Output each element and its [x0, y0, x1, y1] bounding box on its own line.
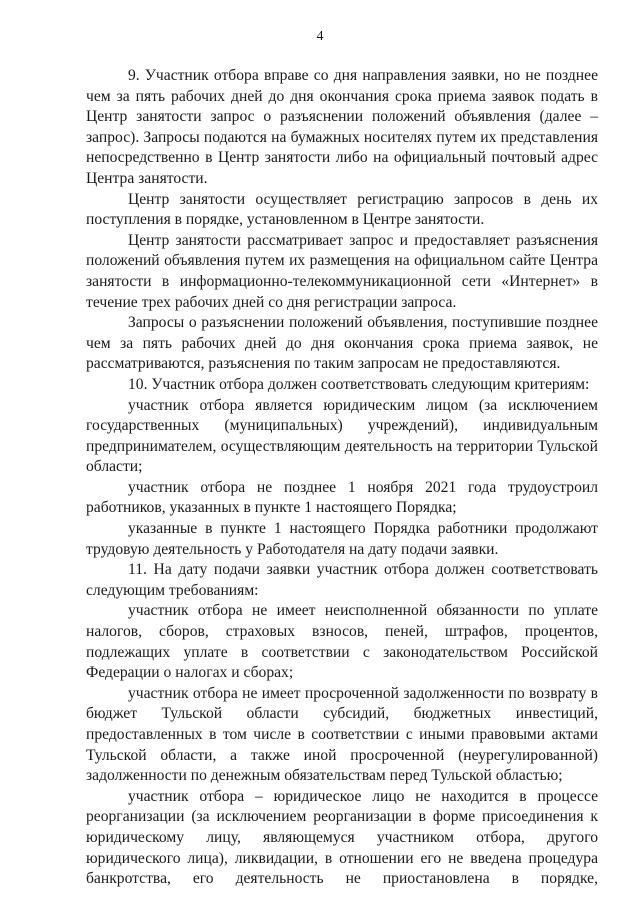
paragraph-line: предоставленных в том числе в соответствии с иными правовыми актами: [86, 726, 598, 743]
paragraph: [86, 684, 598, 787]
paragraph: [86, 66, 598, 190]
paragraph-line: юридическому лицу, являющемуся участником отбора, другого: [86, 828, 598, 846]
paragraph: [86, 375, 598, 396]
paragraph-line: чем за пять рабочих дней до дня окончания срока приема заявок подать в: [86, 87, 598, 105]
paragraph-line: Центра занятости.: [86, 169, 208, 187]
document-body: [86, 66, 598, 890]
paragraph-line: бюджет Тульской области субсидий, бюджетных инвестиций,: [86, 705, 598, 723]
paragraph-line: положений объявления путем их размещения на официальном сайте Центра: [86, 252, 598, 270]
paragraph-line: непосредственно в Центр занятости либо на официальный почтовый адрес: [86, 149, 598, 167]
paragraph-line: участник отбора не имеет просроченной задолженности по возврату в: [128, 684, 598, 702]
paragraph-line: реорганизации (за исключением реорганизации в форме присоединения к: [86, 808, 598, 826]
paragraph-line: занятости в информационно-телекоммуникационной сети «Интернет» в: [86, 272, 598, 290]
paragraph-line: участник отбора не позднее 1 ноября 2021 года трудоустроил: [128, 478, 598, 496]
paragraph: [86, 787, 598, 890]
paragraph-line: 9. Участник отбора вправе со дня направления заявки, но не позднее: [128, 67, 598, 84]
paragraph-line: государственных (муниципальных) учреждений), индивидуальным: [86, 417, 598, 435]
paragraph-line: Тульской области, а также иной просроченной (неурегулированной): [86, 746, 598, 764]
paragraph-line: Центр занятости рассматривает запрос и предоставляет разъяснения: [128, 231, 598, 249]
paragraph-line: участник отбора – юридическое лицо не находится в процессе: [128, 787, 598, 805]
paragraph: [86, 231, 598, 313]
paragraph-line: Центр занятости осуществляет регистрацию запросов в день их: [128, 190, 598, 208]
paragraph-line: предпринимателем, осуществляющим деятельность на территории Тульской: [86, 437, 598, 455]
paragraph-line: запрос). Запросы подаются на бумажных носителях путем их представления: [86, 128, 598, 146]
paragraph-line: 11. На дату подачи заявки участник отбора должен соответствовать: [128, 561, 598, 579]
paragraph: [86, 313, 598, 375]
paragraph-line: участник отбора не имеет неисполненной обязанности по уплате: [128, 602, 598, 620]
paragraph-line: указанные в пункте 1 настоящего Порядка работники продолжают: [128, 520, 598, 538]
paragraph: [86, 560, 598, 601]
paragraph-line: области;: [86, 458, 143, 476]
paragraph-line: трудовую деятельность у Работодателя на дату подачи заявки.: [86, 540, 499, 558]
paragraph-line: 10. Участник отбора должен соответствовать следующим критериям:: [128, 375, 590, 393]
paragraph-line: поступления в порядке, установленном в Центре занятости.: [86, 211, 485, 229]
paragraph-line: течение трех рабочих дней со дня регистрации запроса.: [86, 293, 457, 311]
paragraph: [86, 519, 598, 560]
paragraph-line: задолженности по денежным обязательствам перед Тульской областью;: [86, 767, 563, 785]
paragraph-line: банкротства, его деятельность не приостановлена в порядке,: [86, 870, 598, 888]
paragraph-line: Федерации о налогах и сборах;: [86, 664, 294, 682]
paragraph-line: чем за пять рабочих дней до дня окончания срока приема заявок, не: [86, 334, 598, 352]
paragraph-line: юридического лица), ликвидации, в отношении его не введена процедура: [86, 849, 598, 867]
paragraph-line: следующим требованиям:: [86, 581, 259, 599]
paragraph-line: рассматриваются, разъяснения по таким запросам не предоставляются.: [86, 355, 561, 373]
paragraph-line: налогов, сборов, страховых взносов, пеней, штрафов, процентов,: [86, 623, 598, 641]
page-number: 4: [316, 29, 324, 44]
paragraph-line: работников, указанных в пункте 1 настоящего Порядка;: [86, 499, 457, 517]
paragraph-line: подлежащих уплате в соответствии с законодательством Российской: [86, 643, 598, 661]
paragraph: [86, 396, 598, 478]
paragraph-line: Запросы о разъяснении положений объявления, поступившие позднее: [128, 314, 598, 332]
paragraph-line: участник отбора является юридическим лицом (за исключением: [128, 396, 598, 414]
paragraph-line: Центр занятости запрос о разъяснении положений объявления (далее –: [86, 108, 598, 126]
paragraph: [86, 190, 598, 231]
paragraph: [86, 478, 598, 519]
paragraph: [86, 601, 598, 683]
